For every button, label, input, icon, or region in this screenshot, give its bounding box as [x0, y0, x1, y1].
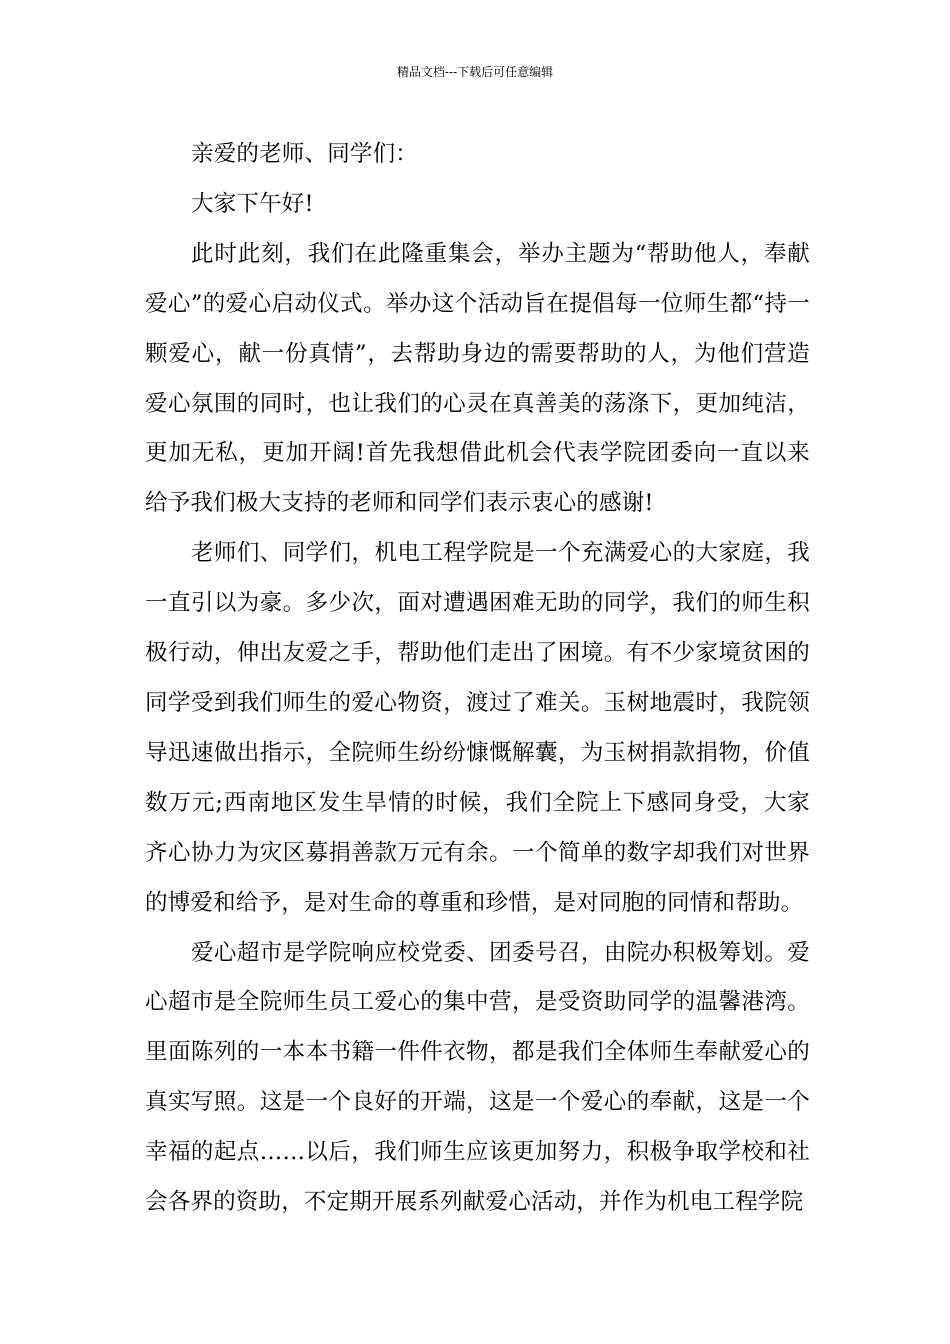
- paragraph-1: 此时此刻，我们在此隆重集会，举办主题为“帮助他人，奉献爱心”的爱心启动仪式。举办这个活动旨在提倡每一位师生都“持一颗爱心，献一份真情”，去帮助身边的需要帮助的人，为他们营造爱心氛围的同时，也让我们的心灵在真善美的荡涤下，更加纯洁，更加无私，更加开阔!首先我想借此机会代表学院团委向一直以来给予我们极大支持的老师和同学们表示衷心的感谢!: [145, 240, 810, 517]
- greeting: 亲爱的老师、同学们：: [191, 141, 419, 167]
- paragraph-2: 老师们、同学们，机电工程学院是一个充满爱心的大家庭，我一直引以为豪。多少次，面对遭遇困难无助的同学，我们的师生积极行动，伸出友爱之手，帮助他们走出了困境。有不少家境贫困的同学受到我们师生的爱心物资，渡过了难关。玉树地震时，我院领导迅速做出指示，全院师生纷纷慷慨解囊，为玉树捐款捐物，价值数万元;西南地区发生旱情的时候，我们全院上下感同身受，大家齐心协力为灾区募捐善款万元有余。一个简单的数字却我们对世界的博爱和给予，是对生命的尊重和珍惜，是对同胞的同情和帮助。: [145, 540, 810, 916]
- page-header: 精品文档---下载后可任意编辑: [396, 65, 554, 79]
- paragraph-3: 爱心超市是学院响应校党委、团委号召，由院办积极筹划。爱心超市是全院师生员工爱心的集中营，是受资助同学的温馨港湾。里面陈列的一本本书籍一件件衣物，都是我们全体师生奉献爱心的真实写照。这是一个良好的开端，这是一个爱心的奉献，这是一个幸福的起点……以后，我们师生应该更加努力，积极争取学校和社会各界的资助，不定期开展系列献爱心活动，并作为机电工程学院: [145, 939, 810, 1216]
- document-body: [145, 130, 810, 1228]
- salutation: 大家下午好!: [191, 190, 314, 217]
